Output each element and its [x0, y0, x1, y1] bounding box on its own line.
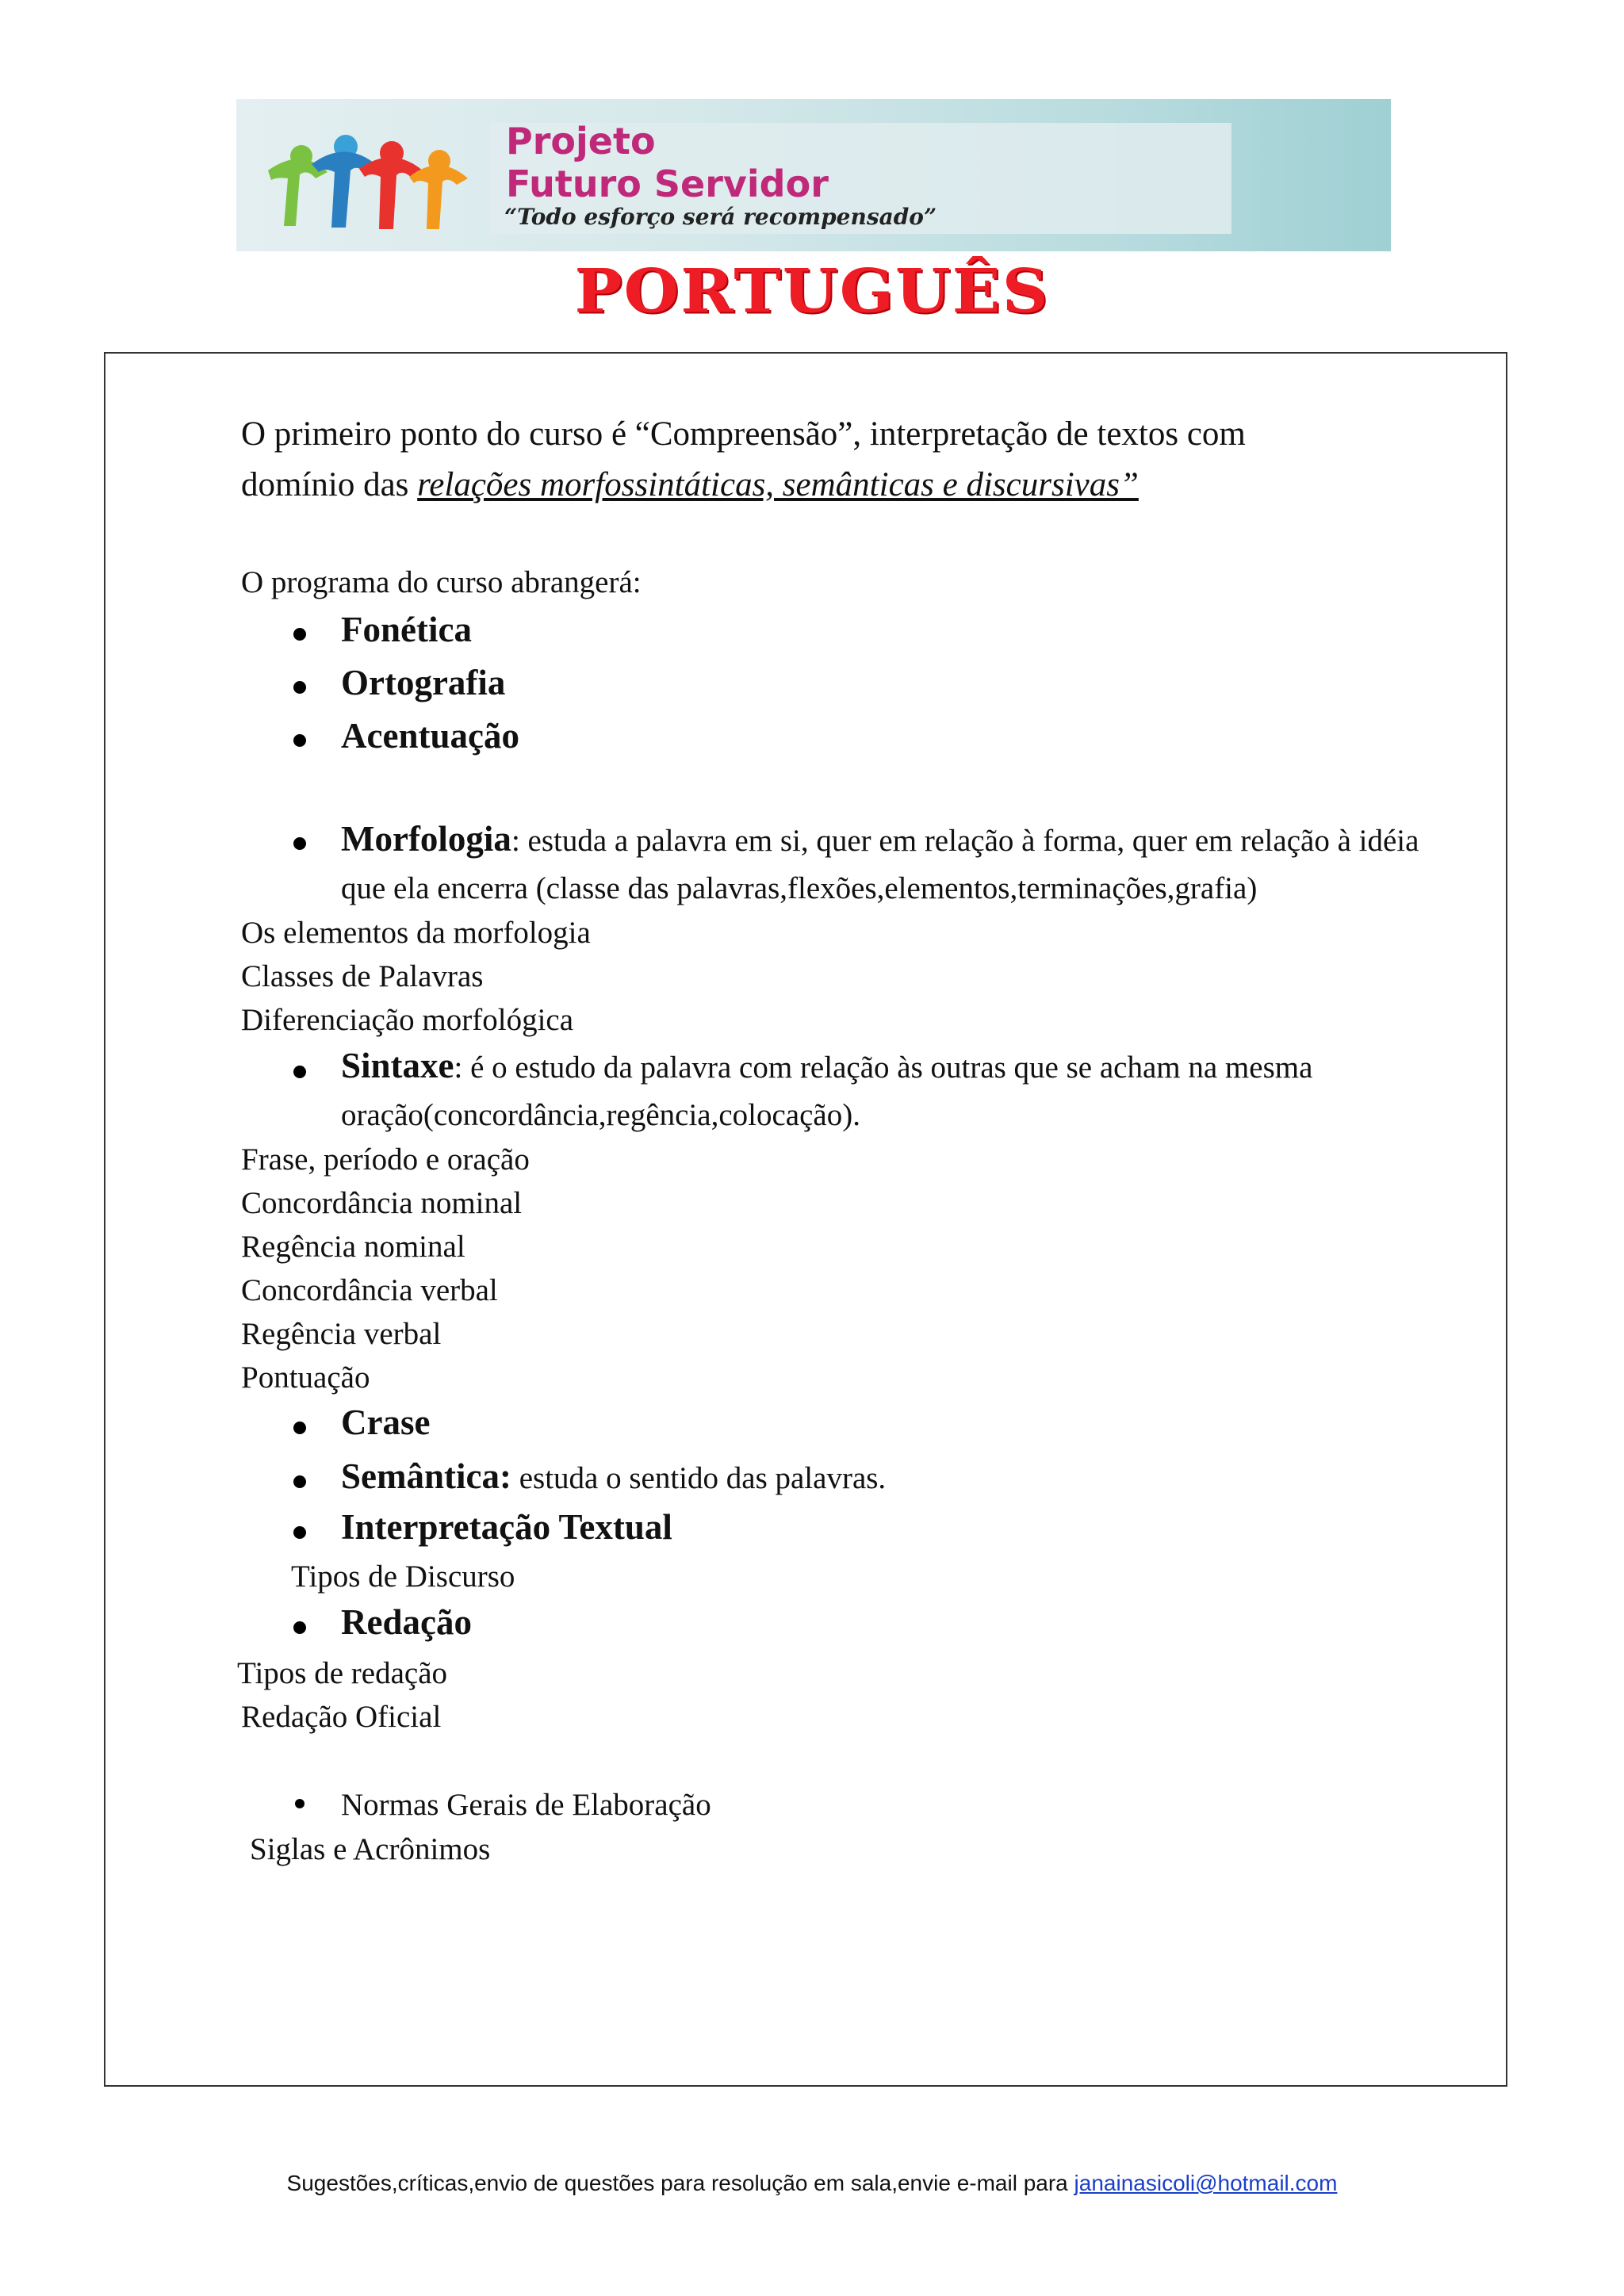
page-title: PORTUGUÊS	[574, 255, 1050, 327]
topic-acentuacao: Acentuação	[341, 716, 519, 756]
morfologia-item: Classes de Palavras	[241, 959, 484, 993]
banner-title-line2: Futuro Servidor	[506, 163, 829, 205]
topic-semantica	[341, 1456, 886, 1497]
bullet-icon	[293, 1526, 306, 1539]
email-link[interactable]: janainasicoli@hotmail.com	[1074, 2171, 1338, 2195]
sintaxe-desc2: oração(concordância,regência,colocação).	[341, 1098, 860, 1132]
interpretacao-item: Tipos de Discurso	[291, 1559, 515, 1594]
sintaxe-item: Concordância verbal	[241, 1273, 498, 1307]
bullet-icon	[293, 1475, 306, 1488]
topic-morfologia	[341, 818, 1419, 859]
bullet-icon	[293, 1621, 306, 1634]
intro-line2	[241, 460, 1139, 511]
morfologia-item: Diferenciação morfológica	[241, 1003, 574, 1037]
morfologia-item: Os elementos da morfologia	[241, 916, 591, 950]
footer-text: Sugestões,críticas,envio de questões para resolução em sala,envie e-mail para	[286, 2171, 1074, 2195]
banner-slogan: “Todo esforço será recompensado”	[504, 204, 937, 230]
redacao-item: Tipos de redação	[237, 1656, 448, 1690]
program-label: O programa do curso abrangerá:	[241, 565, 642, 599]
bullet-icon	[293, 681, 306, 694]
banner-title-line1: Projeto	[506, 120, 656, 163]
sintaxe-desc1: : é o estudo da palavra com relação às outras que se acham na mesma	[454, 1050, 1313, 1085]
topic-siglas: Siglas e Acrônimos	[250, 1832, 491, 1866]
morfologia-desc1: : estuda a palavra em si, quer em relação à forma, quer em relação à idéia	[511, 824, 1419, 858]
morfologia-desc2: que ela encerra (classe das palavras,flexões,elementos,terminações,grafia)	[341, 871, 1258, 905]
semantica-desc: estuda o sentido das palavras.	[511, 1461, 887, 1495]
redacao-item: Redação Oficial	[241, 1700, 442, 1734]
semantica-title: Semântica:	[341, 1456, 511, 1496]
intro-line1: O primeiro ponto do curso é “Compreensão”, interpretação de textos com	[241, 415, 1246, 453]
topic-ortografia: Ortografia	[341, 663, 506, 702]
sintaxe-title: Sintaxe	[341, 1046, 454, 1085]
sintaxe-item: Frase, período e oração	[241, 1142, 530, 1177]
topic-redacao: Redação	[341, 1602, 472, 1642]
intro-line2-prefix: domínio das	[241, 466, 418, 503]
footer	[0, 2171, 1624, 2196]
bullet-icon	[293, 1422, 306, 1434]
bullet-icon	[295, 1799, 304, 1808]
sintaxe-item: Pontuação	[241, 1360, 370, 1395]
topic-fonetica: Fonética	[341, 610, 472, 649]
bullet-icon	[293, 837, 306, 850]
header-banner	[236, 99, 1391, 251]
topic-normas: Normas Gerais de Elaboração	[341, 1788, 711, 1822]
sintaxe-item: Concordância nominal	[241, 1186, 523, 1220]
bullet-icon	[293, 628, 306, 641]
morfologia-title: Morfologia	[341, 819, 511, 859]
sintaxe-item: Regência nominal	[241, 1230, 465, 1264]
banner-title	[506, 120, 829, 205]
topic-interpretacao: Interpretação Textual	[341, 1507, 672, 1547]
bullet-icon	[293, 1066, 306, 1078]
bullet-icon	[293, 734, 306, 747]
sintaxe-item: Regência verbal	[241, 1317, 442, 1351]
topic-crase: Crase	[341, 1402, 431, 1442]
topic-sintaxe	[341, 1045, 1312, 1086]
people-logo-icon	[252, 115, 490, 242]
intro-emphasis: relações morfossintáticas, semânticas e discursivas”	[417, 466, 1139, 503]
